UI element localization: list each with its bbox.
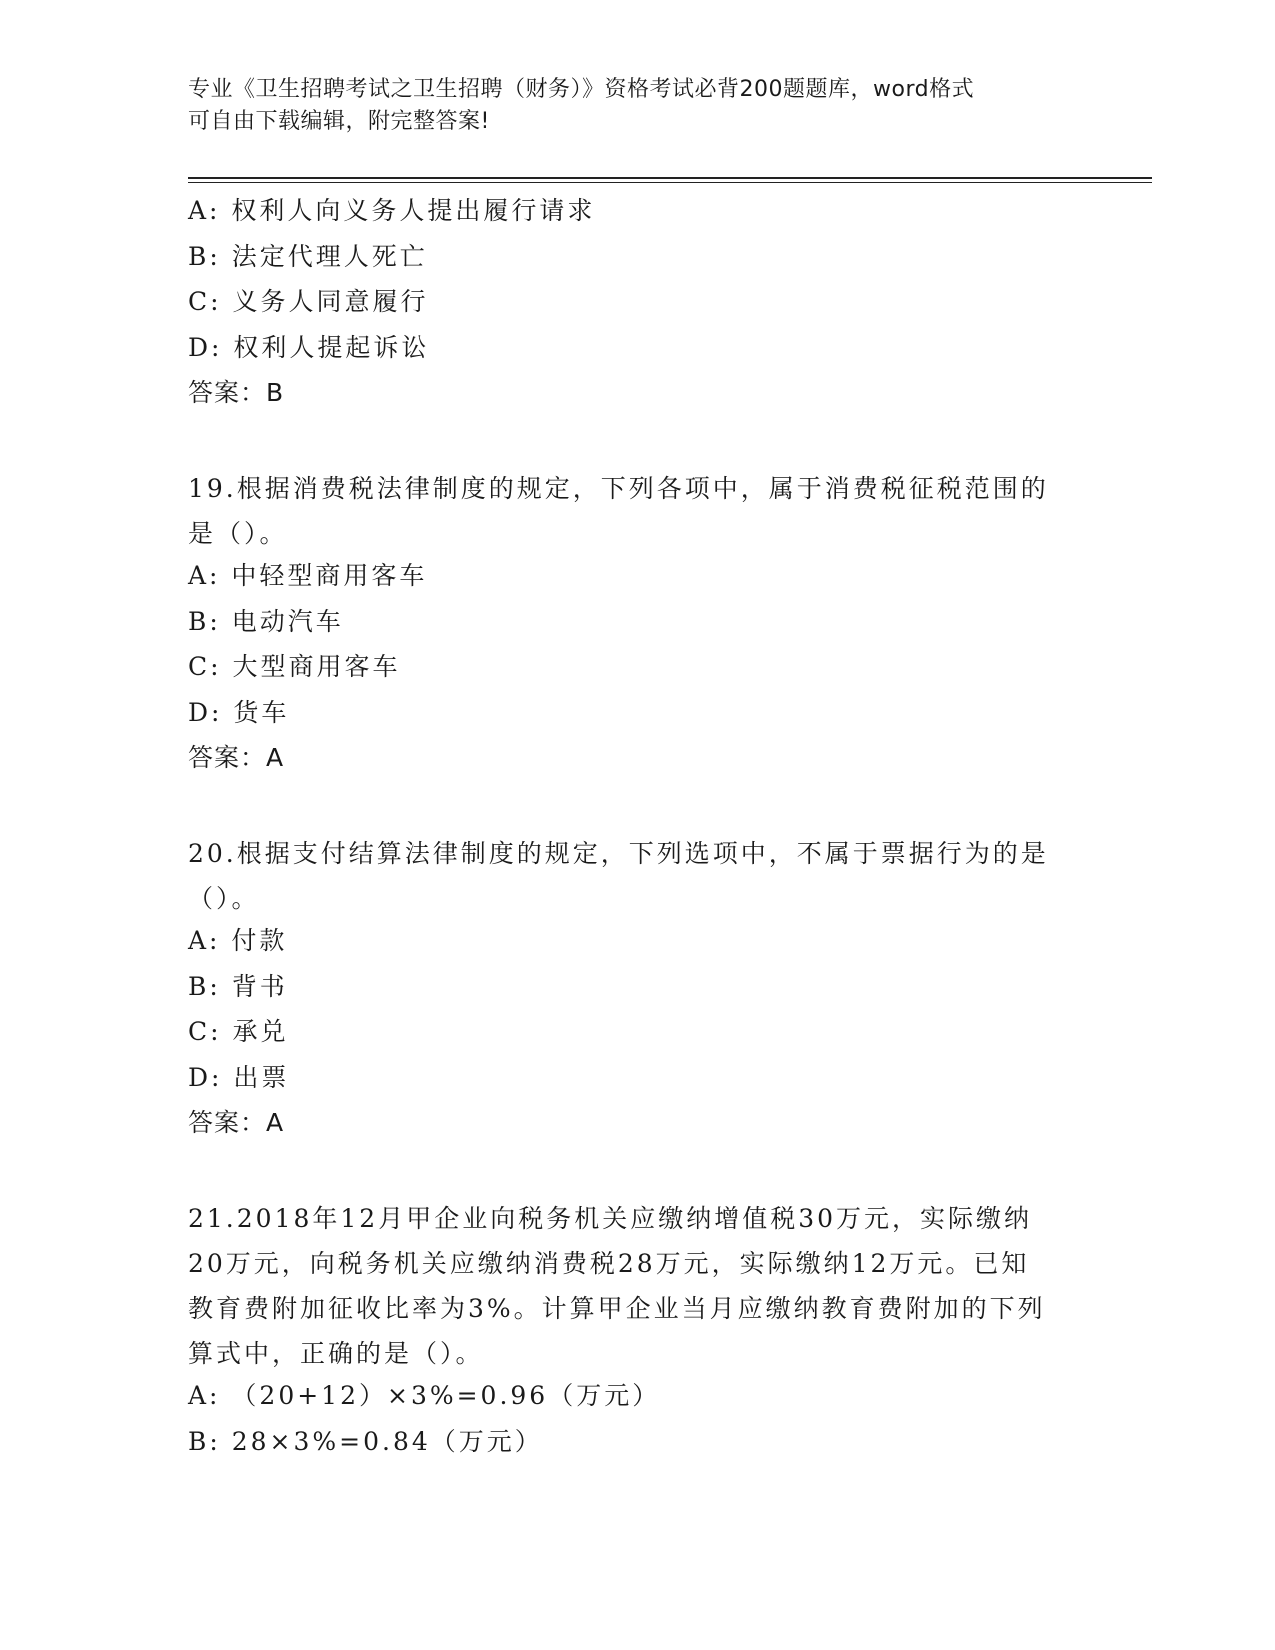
answer: 答案：A	[188, 743, 285, 772]
header-divider	[188, 177, 1152, 183]
option-a: A: 付款	[188, 926, 288, 955]
option-d: D: 权利人提起诉讼	[188, 332, 430, 362]
option-a: A: 中轻型商用客车	[188, 561, 428, 590]
question-text: 19.根据消费税法律制度的规定，下列各项中，属于消费税征税范围的 是（）。	[188, 474, 1049, 548]
option-b: B: 背书	[188, 971, 288, 1001]
question-19	[188, 466, 1088, 783]
question-20	[188, 831, 1088, 1148]
option-b: B: 28×3%=0.84（万元）	[188, 1426, 543, 1456]
question-text: 20.根据支付结算法律制度的规定，下列选项中，不属于票据行为的是 （）。	[188, 839, 1049, 913]
option-c: C: 大型商用客车	[188, 652, 401, 681]
option-b: B: 法定代理人死亡	[188, 241, 428, 271]
option-a: A: （20+12）×3%=0.96（万元）	[188, 1381, 661, 1410]
question-18	[188, 191, 1088, 418]
option-c: C: 义务人同意履行	[188, 287, 429, 316]
option-c: C: 承兑	[188, 1017, 289, 1046]
question-21	[188, 1196, 1088, 1467]
header-line-2: 可自由下载编辑，附完整答案!	[188, 109, 490, 134]
answer: 答案：B	[188, 378, 285, 407]
question-content	[188, 191, 1088, 1467]
option-a: A: 权利人向义务人提出履行请求	[188, 196, 596, 225]
header-line-1: 专业《卫生招聘考试之卫生招聘（财务）》资格考试必背200题题库，word格式	[188, 77, 975, 102]
question-text: 21.2018年12月甲企业向税务机关应缴纳增值税30万元，实际缴纳 20万元，向税务机关应缴纳消费税28万元，实际缴纳12万元。已知 教育费附加征收比率为3%。计算甲企业当月应缴纳教育费附加的下列 算式中，正确的是（）。	[188, 1204, 1046, 1368]
option-d: D: 出票	[188, 1062, 290, 1092]
option-d: D: 货车	[188, 697, 290, 727]
page-header	[188, 74, 1068, 138]
option-b: B: 电动汽车	[188, 606, 344, 636]
answer: 答案：A	[188, 1108, 285, 1137]
